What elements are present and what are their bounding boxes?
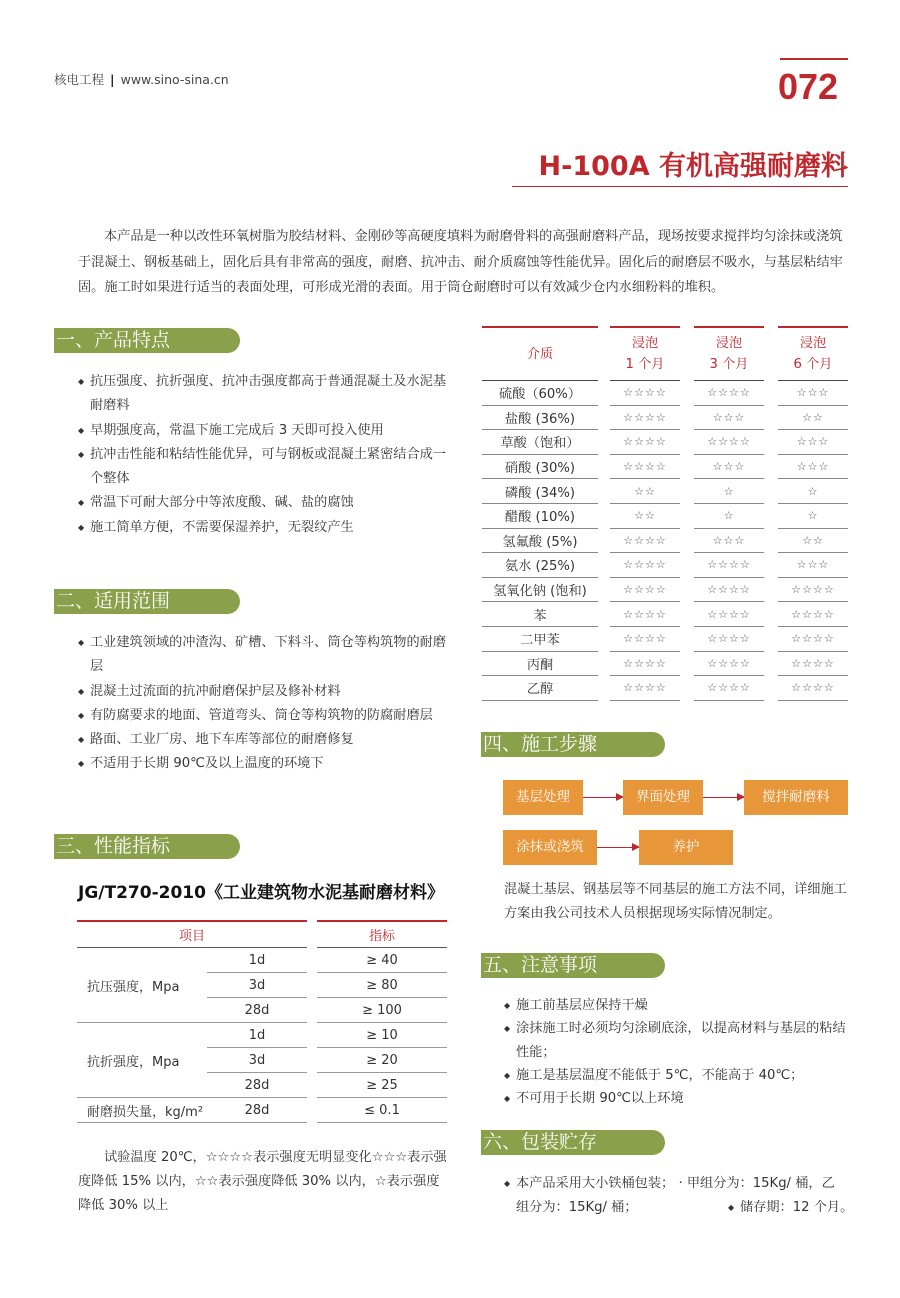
rating-1month-cell: ☆☆☆☆ xyxy=(610,528,680,553)
col-item-header: 项目 xyxy=(77,921,307,948)
rating-1month-cell: ☆☆☆☆ xyxy=(610,602,680,627)
rating-3month-cell: ☆☆☆☆ xyxy=(694,651,764,676)
storage-line-2: 组分为：15Kg/ 桶； xyxy=(516,1200,638,1215)
column-gap xyxy=(680,430,694,455)
age-cell: 1d xyxy=(207,1023,307,1048)
list-item: ◆ 施工简单方便，不需要保湿养护，无裂纹产生 xyxy=(78,516,448,540)
column-gap xyxy=(307,973,317,998)
scope-list xyxy=(78,631,450,777)
value-cell: ≥ 80 xyxy=(317,973,447,998)
column-gap xyxy=(598,381,610,406)
section-steps-heading xyxy=(481,732,665,757)
table-row xyxy=(77,1023,447,1048)
rating-3month-cell: ☆☆☆☆ xyxy=(694,381,764,406)
medium-cell: 二甲苯 xyxy=(482,626,598,651)
table-row xyxy=(482,651,848,676)
column-gap xyxy=(680,405,694,430)
title-underline xyxy=(512,186,848,187)
rating-6month-cell: ☆☆☆☆ xyxy=(778,676,848,701)
flow-step-base-treatment: 基层处理 xyxy=(503,780,583,815)
medium-cell: 草酸（饱和） xyxy=(482,430,598,455)
header-url[interactable]: www.sino-sina.cn xyxy=(120,72,229,87)
rating-3month-cell: ☆ xyxy=(694,503,764,528)
col-6month-header: 浸泡 6 个月 xyxy=(778,327,848,381)
column-gap xyxy=(764,381,778,406)
column-gap xyxy=(598,602,610,627)
rating-6month-cell: ☆☆ xyxy=(778,528,848,553)
rating-6month-cell: ☆☆☆ xyxy=(778,430,848,455)
column-gap xyxy=(764,503,778,528)
group-name: 耐磨损失量，kg/m² xyxy=(77,1098,207,1123)
flow-step-curing: 养护 xyxy=(639,830,733,865)
list-item: ◆ 施工前基层应保持干燥 xyxy=(504,994,852,1017)
flow-step-mixing: 搅拌耐磨料 xyxy=(744,780,848,815)
rating-3month-cell: ☆☆☆ xyxy=(694,528,764,553)
col-index-header: 指标 xyxy=(317,921,447,948)
column-gap xyxy=(680,381,694,406)
rating-1month-cell: ☆☆☆☆ xyxy=(610,553,680,578)
value-cell: ≤ 0.1 xyxy=(317,1098,447,1123)
column-gap xyxy=(598,430,610,455)
rating-1month-cell: ☆☆☆☆ xyxy=(610,626,680,651)
column-gap xyxy=(307,998,317,1023)
table-header-row xyxy=(482,327,848,381)
rating-1month-cell: ☆☆☆☆ xyxy=(610,651,680,676)
list-item: ◆ 不可用于长期 90℃以上环境 xyxy=(504,1087,852,1110)
column-gap xyxy=(598,479,610,504)
column-gap xyxy=(680,602,694,627)
section-storage-heading xyxy=(481,1130,665,1155)
rating-1month-cell: ☆☆☆☆ xyxy=(610,405,680,430)
column-gap xyxy=(764,602,778,627)
column-gap xyxy=(764,651,778,676)
storage-period-list xyxy=(728,1196,858,1220)
rating-3month-cell: ☆ xyxy=(694,479,764,504)
section-title: 三、性能指标 xyxy=(56,835,171,857)
column-gap xyxy=(307,1023,317,1048)
rating-6month-cell: ☆☆☆☆ xyxy=(778,626,848,651)
table-row xyxy=(482,626,848,651)
rating-legend-note: 试验温度 20℃，☆☆☆☆表示强度无明显变化☆☆☆表示强度降低 15% 以内，☆☆表示强度降低 30% 以内，☆表示强度降低 30% 以上 xyxy=(78,1150,447,1213)
column-gap xyxy=(680,454,694,479)
flow-arrow xyxy=(597,847,639,848)
rating-1month-cell: ☆☆☆☆ xyxy=(610,430,680,455)
column-gap xyxy=(680,479,694,504)
age-cell: 28d xyxy=(207,1073,307,1098)
column-gap xyxy=(764,454,778,479)
rating-6month-cell: ☆ xyxy=(778,503,848,528)
page-title: H-100A 有机高强耐磨料 xyxy=(538,151,848,182)
column-gap xyxy=(764,430,778,455)
section-features-heading xyxy=(54,328,240,353)
medium-cell: 乙醇 xyxy=(482,676,598,701)
table-row xyxy=(482,381,848,406)
list-item: ◆ 常温下可耐大部分中等浓度酸、碱、盐的腐蚀 xyxy=(78,491,448,515)
column-gap xyxy=(764,327,778,381)
page-number-rule xyxy=(780,58,848,60)
column-gap xyxy=(764,553,778,578)
column-gap xyxy=(598,503,610,528)
list-item: ◆ 本产品采用大小铁桶包装； · 甲组分为：15Kg/ 桶，乙 xyxy=(504,1172,854,1196)
column-gap xyxy=(307,1098,317,1123)
list-item: ◆ 涂抹施工时必须均匀涂刷底涂，以提高材料与基层的粘结性能； xyxy=(504,1017,852,1064)
rating-3month-cell: ☆☆☆ xyxy=(694,405,764,430)
col-3month-header: 浸泡 3 个月 xyxy=(694,327,764,381)
header-separator: | xyxy=(110,72,115,87)
list-item: ◆ 储存期：12 个月。 xyxy=(728,1196,858,1220)
storage-list xyxy=(504,1172,854,1196)
section-scope-heading xyxy=(54,589,240,614)
rating-6month-cell: ☆☆ xyxy=(778,405,848,430)
header-category: 核电工程 xyxy=(54,72,105,87)
column-gap xyxy=(307,1073,317,1098)
features-list xyxy=(78,370,448,540)
performance-table xyxy=(77,920,447,1123)
column-gap xyxy=(680,651,694,676)
age-cell: 28d xyxy=(207,998,307,1023)
column-gap xyxy=(598,676,610,701)
column-gap xyxy=(764,577,778,602)
section-title: 五、注意事项 xyxy=(483,954,598,976)
column-gap xyxy=(764,479,778,504)
group-name: 抗折强度，Mpa xyxy=(77,1023,207,1098)
rating-1month-cell: ☆☆☆☆ xyxy=(610,454,680,479)
list-item: ◆ 施工是基层温度不能低于 5℃，不能高于 40℃； xyxy=(504,1064,852,1087)
table-row xyxy=(482,503,848,528)
list-item: ◆ 路面、工业厂房、地下车库等部位的耐磨修复 xyxy=(78,728,450,752)
list-item: ◆ 工业建筑领域的冲渣沟、矿槽、下料斗、筒仓等构筑物的耐磨层 xyxy=(78,631,450,680)
table-header-row xyxy=(77,921,447,948)
rating-6month-cell: ☆ xyxy=(778,479,848,504)
rating-3month-cell: ☆☆☆☆ xyxy=(694,577,764,602)
column-gap xyxy=(764,626,778,651)
col-1month-header: 浸泡 1 个月 xyxy=(610,327,680,381)
rating-1month-cell: ☆☆☆☆ xyxy=(610,577,680,602)
rating-3month-cell: ☆☆☆☆ xyxy=(694,553,764,578)
list-item: ◆ 混凝土过流面的抗冲耐磨保护层及修补材料 xyxy=(78,680,450,704)
column-gap xyxy=(680,327,694,381)
table-row xyxy=(77,948,447,973)
column-gap xyxy=(598,528,610,553)
section-cautions-heading xyxy=(481,953,665,978)
column-gap xyxy=(680,626,694,651)
value-cell: ≥ 25 xyxy=(317,1073,447,1098)
section-title: 一、产品特点 xyxy=(56,329,171,351)
rating-3month-cell: ☆☆☆ xyxy=(694,454,764,479)
flow-step-applying: 涂抹或浇筑 xyxy=(503,830,597,865)
standard-title: JG/T270-2010《工业建筑物水泥基耐磨材料》 xyxy=(78,883,444,903)
steps-note: 混凝土基层、钢基层等不同基层的施工方法不同，详细施工方案由我公司技术人员根据现场实际情况制定。 xyxy=(504,882,847,921)
cautions-list xyxy=(504,994,852,1110)
medium-cell: 氢氟酸 (5%) xyxy=(482,528,598,553)
column-gap xyxy=(598,577,610,602)
value-cell: ≥ 10 xyxy=(317,1023,447,1048)
list-item: ◆ 抗压强度、抗折强度、抗冲击强度都高于普通混凝土及水泥基耐磨料 xyxy=(78,370,448,419)
column-gap xyxy=(598,405,610,430)
age-cell: 3d xyxy=(207,1048,307,1073)
table-row xyxy=(482,479,848,504)
section-performance-heading xyxy=(54,834,240,859)
column-gap xyxy=(764,676,778,701)
medium-cell: 苯 xyxy=(482,602,598,627)
group-name: 抗压强度，Mpa xyxy=(77,948,207,1023)
age-cell: 3d xyxy=(207,973,307,998)
column-gap xyxy=(598,626,610,651)
flow-step-interface-treatment: 界面处理 xyxy=(623,780,703,815)
rating-1month-cell: ☆☆☆☆ xyxy=(610,676,680,701)
column-gap xyxy=(307,921,317,948)
table-row xyxy=(482,405,848,430)
rating-1month-cell: ☆☆ xyxy=(610,503,680,528)
table-row xyxy=(482,676,848,701)
age-cell: 28d xyxy=(207,1098,307,1123)
list-item: ◆ 抗冲击性能和粘结性能优异，可与钢板或混凝土紧密结合成一个整体 xyxy=(78,443,448,492)
flow-arrow xyxy=(583,797,623,798)
rating-3month-cell: ☆☆☆☆ xyxy=(694,602,764,627)
rating-6month-cell: ☆☆☆ xyxy=(778,553,848,578)
col-medium-header: 介质 xyxy=(482,327,598,381)
section-title: 二、适用范围 xyxy=(56,590,171,612)
table-row xyxy=(482,430,848,455)
column-gap xyxy=(598,553,610,578)
medium-cell: 氢氧化钠 (饱和) xyxy=(482,577,598,602)
rating-6month-cell: ☆☆☆☆ xyxy=(778,651,848,676)
table-row xyxy=(482,602,848,627)
rating-3month-cell: ☆☆☆☆ xyxy=(694,626,764,651)
column-gap xyxy=(764,528,778,553)
column-gap xyxy=(680,676,694,701)
intro-paragraph: 本产品是一种以改性环氧树脂为胶结材料、金刚砂等高硬度填料为耐磨骨料的高强耐磨料产品，现场按要求搅拌均匀涂抹或浇筑于混凝土、钢板基础上，固化后具有非常高的强度，耐磨、抗冲击、耐介质腐蚀等性能优异。固化后的耐磨层不吸水，与基层粘结牢固。施工时如果进行适当的表面处理，可形成光滑的表面。用于筒仓耐磨时可以有效减少仓内水细粉料的堆积。 xyxy=(78,229,843,295)
list-item: ◆ 有防腐要求的地面、管道弯头、筒仓等构筑物的防腐耐磨层 xyxy=(78,704,450,728)
table-row xyxy=(482,553,848,578)
column-gap xyxy=(598,327,610,381)
value-cell: ≥ 40 xyxy=(317,948,447,973)
column-gap xyxy=(680,528,694,553)
table-row xyxy=(482,528,848,553)
section-title: 四、施工步骤 xyxy=(483,733,598,755)
table-row xyxy=(482,454,848,479)
header-brand xyxy=(54,70,229,88)
medium-cell: 硝酸 (30%) xyxy=(482,454,598,479)
flow-arrow xyxy=(703,797,744,798)
column-gap xyxy=(307,1048,317,1073)
rating-6month-cell: ☆☆☆ xyxy=(778,381,848,406)
medium-cell: 醋酸 (10%) xyxy=(482,503,598,528)
immersion-table xyxy=(482,326,848,701)
page-number: 072 xyxy=(778,66,839,107)
immersion-table-body xyxy=(482,381,848,701)
rating-6month-cell: ☆☆☆☆ xyxy=(778,577,848,602)
rating-3month-cell: ☆☆☆☆ xyxy=(694,430,764,455)
column-gap xyxy=(764,405,778,430)
medium-cell: 磷酸 (34%) xyxy=(482,479,598,504)
column-gap xyxy=(680,503,694,528)
table-row xyxy=(77,1098,447,1123)
column-gap xyxy=(598,651,610,676)
age-cell: 1d xyxy=(207,948,307,973)
column-gap xyxy=(307,948,317,973)
rating-1month-cell: ☆☆ xyxy=(610,479,680,504)
column-gap xyxy=(598,454,610,479)
rating-1month-cell: ☆☆☆☆ xyxy=(610,381,680,406)
rating-3month-cell: ☆☆☆☆ xyxy=(694,676,764,701)
medium-cell: 硫酸（60%） xyxy=(482,381,598,406)
value-cell: ≥ 100 xyxy=(317,998,447,1023)
column-gap xyxy=(680,553,694,578)
list-item: ◆ 早期强度高，常温下施工完成后 3 天即可投入使用 xyxy=(78,419,448,443)
list-item: ◆ 不适用于长期 90℃及以上温度的环境下 xyxy=(78,752,450,776)
column-gap xyxy=(680,577,694,602)
medium-cell: 丙酮 xyxy=(482,651,598,676)
value-cell: ≥ 20 xyxy=(317,1048,447,1073)
medium-cell: 盐酸 (36%) xyxy=(482,405,598,430)
rating-6month-cell: ☆☆☆☆ xyxy=(778,602,848,627)
rating-6month-cell: ☆☆☆ xyxy=(778,454,848,479)
section-title: 六、包装贮存 xyxy=(483,1131,598,1153)
table-row xyxy=(482,577,848,602)
medium-cell: 氨水 (25%) xyxy=(482,553,598,578)
